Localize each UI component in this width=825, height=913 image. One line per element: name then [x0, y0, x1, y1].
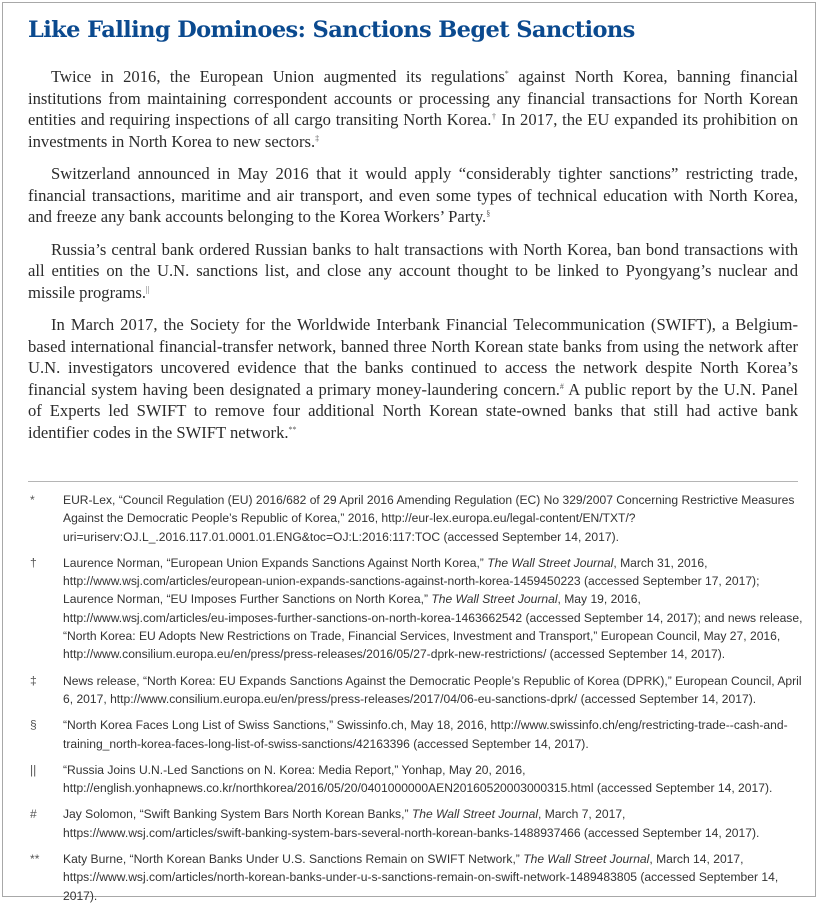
paragraph-switzerland: Switzerland announced in May 2016 that it would apply “considerably tighter sanctions” restricting trade, financial transactions, maritime and air transport, and even some types of technical education with North Korea, and freeze any bank accounts belonging to the Korea Workers’ Party.§: [28, 164, 798, 226]
footnote-text: “North Korea Faces Long List of Swiss Sanctions,” Swissinfo.ch, May 18, 2016, http://www.swissinfo.ch/eng/restricting-trade--cash-and-training_north-korea-faces-long-list-of-swiss-sanctions/42163396 (accessed September 14, 2017).: [63, 718, 788, 751]
paragraph-eu: Twice in 2016, the European Union augmented its regulations* against North Korea, banning financial institutions from maintaining correspondent accounts or processing any financial transactions for North Korean entities and requiring inspections of all cargo transiting North Korea.† In 2017, the EU expanded its prohibition on investments in North Korea to new sectors.‡: [28, 67, 799, 151]
footnote-text: News release, “North Korea: EU Expands Sanctions Against the Democratic People’s Republic of Korea (DPRK),” European Council, April 6, 2017, http://www.consilium.europa.eu/en/press/press-releases/2017/04/06-eu-sanctions-dprk/ (accessed September 14, 2017).: [63, 673, 802, 706]
footnote-mark: §: [30, 718, 37, 733]
footnote-mark: #: [30, 807, 37, 822]
footnote-ref[interactable]: *: [504, 69, 509, 78]
body-text: [28, 66, 798, 454]
footnote-divider: [28, 481, 798, 482]
footnote-ref[interactable]: **: [288, 424, 297, 434]
footnote-ref[interactable]: ‡: [315, 133, 320, 143]
footnote-ref[interactable]: †: [491, 112, 497, 121]
footnote-ref[interactable]: ||: [146, 284, 150, 294]
footnote-text: EUR-Lex, “Council Regulation (EU) 2016/682 of 29 April 2016 Amending Regulation (EC) No 329/2007 Concerning Restrictive Measures Against the Democratic People’s Republic of Korea,” 2016, http://eur-lex.europa.eu/legal-content/EN/TXT/?uri=uriserv:OJ.L_.2016.117.01.0001.01.ENG&toc=OJ:L:2016:117:TOC (accessed September 14, 2017).: [63, 493, 795, 544]
footnote-mark: ‡: [30, 673, 37, 688]
footnote-item: [28, 672, 803, 709]
footnote-item: [28, 850, 803, 905]
footnote-text: Laurence Norman, “European Union Expands Sanctions Against North Korea,” The Wall Street Journal, March 31, 2016, http://www.wsj.com/articles/european-union-expands-sanctions-against-north-korea-1459450223 (accessed September 17, 2017); Laurence Norman, “EU Imposes Further Sanctions on North Korea,” The Wall Street Journal, May 19, 2016, http://www.wsj.com/articles/eu-imposes-further-sanctions-on-north-korea-1463662542 (accessed September 14, 2017); and news release, “North Korea: EU Adopts New Restrictions on Trade, Financial Services, Investment and Transport,” European Council, May 27, 2016, http://www.consilium.europa.eu/en/press/press-releases/2016/05/27-dprk-new-restrictions/ (accessed September 14, 2017).: [63, 555, 803, 662]
footnote-item: [28, 716, 803, 753]
footnote-mark: *: [30, 493, 35, 507]
footnote-ref[interactable]: §: [486, 209, 491, 218]
footnotes: [28, 491, 803, 913]
footnote-mark: **: [30, 852, 40, 867]
footnote-ref[interactable]: #: [559, 381, 564, 391]
footnote-text: Jay Solomon, “Swift Banking System Bars North Korean Banks,” The Wall Street Journal, March 7, 2017, https://www.wsj.com/articles/swift-banking-system-bars-several-north-korean-banks-1488937466 (accessed September 14, 2017).: [63, 807, 760, 840]
footnote-item: [28, 491, 803, 546]
paragraph-swift: In March 2017, the Society for the Worldwide Interbank Financial Telecommunication (SWIFT), a Belgium-based international financial-transfer network, banned three North Korean state banks from using the network after U.N. investigators uncovered evidence that the banks continued to access the network despite North Korea’s financial system having been designated a primary money-laundering concern.# A public report by the U.N. Panel of Experts led SWIFT to remove four additional North Korean state-owned banks that still had active bank identifier codes in the SWIFT network.**: [28, 315, 798, 442]
footnote-item: [28, 805, 803, 842]
footnote-item: [28, 761, 803, 798]
footnote-text: “Russia Joins U.N.-Led Sanctions on N. Korea: Media Report,” Yonhap, May 20, 2016, http://english.yonhapnews.co.kr/northkorea/2016/05/20/0401000000AEN20160520003000315.html (accessed September 14, 2017).: [63, 762, 773, 796]
footnote-item: [28, 554, 803, 664]
footnote-mark: ||: [30, 762, 37, 777]
footnote-mark: †: [30, 555, 37, 570]
sidebar-box: [2, 2, 816, 903]
paragraph-russia: Russia’s central bank ordered Russian banks to halt transactions with North Korea, ban bond transactions with all entities on the U.N. sanctions list, and close any account thought to be linked to Pyongyang’s nuclear and missile programs.||: [28, 239, 798, 302]
footnote-text: Katy Burne, “North Korean Banks Under U.S. Sanctions Remain on SWIFT Network,” The Wall Street Journal, March 14, 2017, https://www.wsj.com/articles/north-korean-banks-under-u-s-sanctions-remain-on-swift-network-1489483805 (accessed September 14, 2017).: [63, 852, 779, 903]
box-title: Like Falling Dominoes: Sanctions Beget Sanctions: [28, 17, 635, 43]
